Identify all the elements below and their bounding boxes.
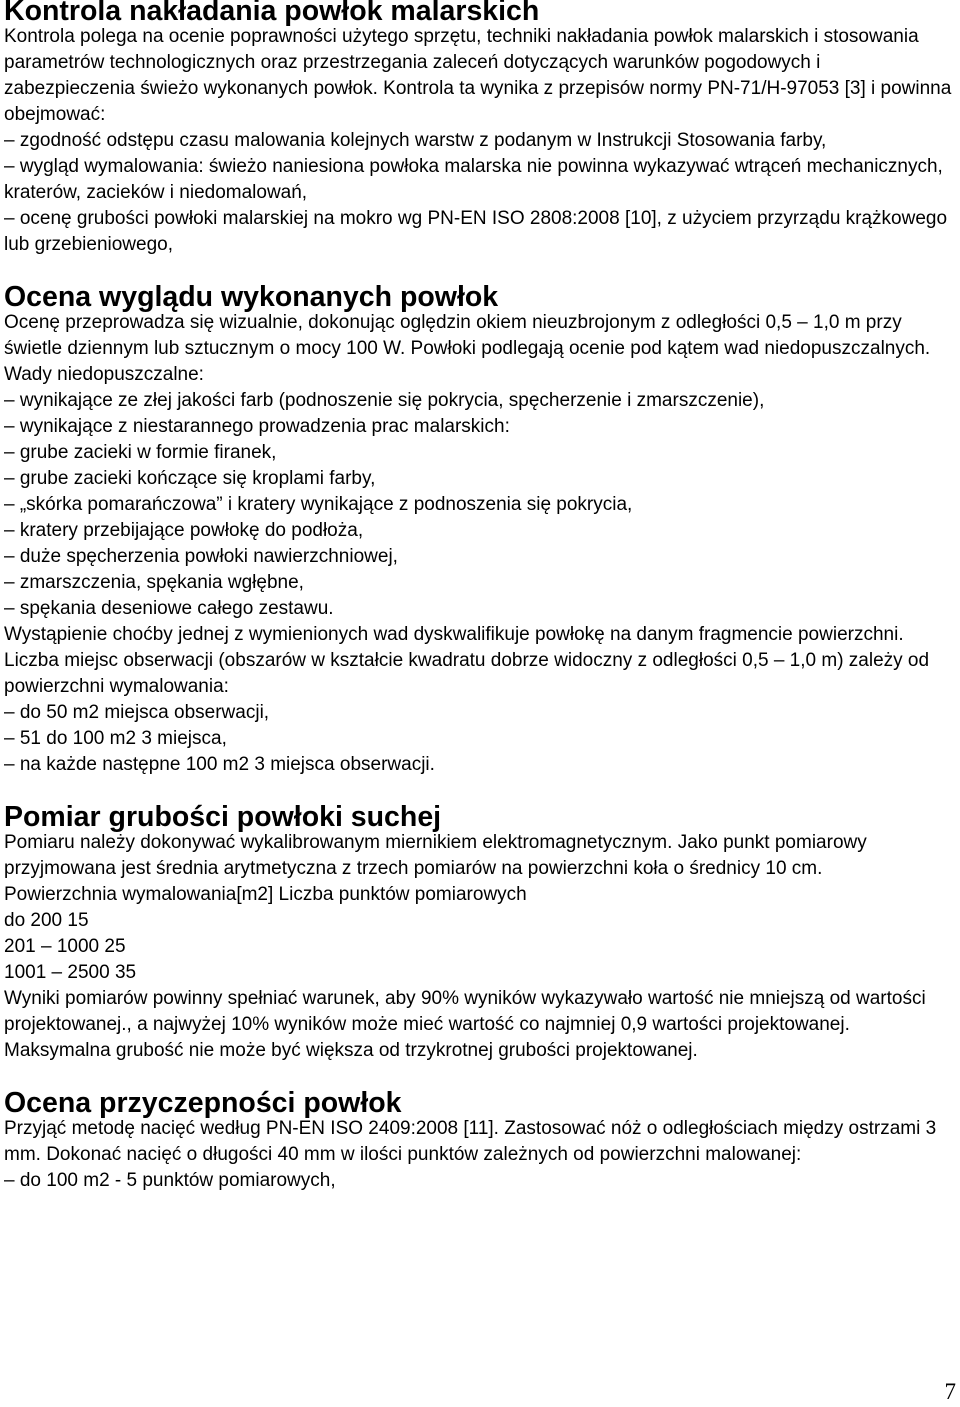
paragraph: Ocenę przeprowadza się wizualnie, dokonując oględzin okiem nieuzbrojonym z odległości 0,5 – 1,0 m przy świetle dziennym lub sztucznym o mocy 100 W. Powłoki podlegają ocenie pod kątem wad niedopuszczalnych. xyxy=(4,312,931,359)
list-item: – do 100 m2 - 5 punktów pomiarowych, xyxy=(4,1170,336,1191)
list-item: – na każde następne 100 m2 3 miejsca obserwacji. xyxy=(4,754,435,775)
document-body xyxy=(4,0,952,1194)
section-dry-thickness xyxy=(4,801,952,1064)
section-adhesion xyxy=(4,1087,952,1194)
list-item: – duże spęcherzenia powłoki nawierzchniowej, xyxy=(4,546,398,567)
table-row: do 200 15 xyxy=(4,910,89,931)
table-row: 201 – 1000 25 xyxy=(4,936,126,957)
paragraph: Kontrola polega na ocenie poprawności użytego sprzętu, techniki nakładania powłok malarskich i stosowania parametrów technologicznych oraz przestrzegania zaleceń dotyczących warunków pogodowych i zabezpieczenia świeżo wykonanych powłok. Kontrola ta wynika z przepisów normy PN-71/H-97053 [3] i powinna obejmować: xyxy=(4,26,952,125)
list-item: – „skórka pomarańczowa” i kratery wynikające z podnoszenia się pokrycia, xyxy=(4,494,633,515)
list-item: – spękania deseniowe całego zestawu. xyxy=(4,598,334,619)
list-item: – 51 do 100 m2 3 miejsca, xyxy=(4,728,227,749)
paragraph: Wyniki pomiarów powinny spełniać warunek, aby 90% wyników wykazywało wartość nie mniejszą od wartości projektowanej., a najwyżej 10% wyników może mieć wartość co najmniej 0,9 wartości projektowanej. Maksymalna grubość nie może być większa od trzykrotnej grubości projektowanej. xyxy=(4,988,926,1061)
list-item: – wygląd wymalowania: świeżo naniesiona powłoka malarska nie powinna wykazywać wtrąceń mechanicznych, kraterów, zacieków i niedomalowań, xyxy=(4,156,943,203)
list-item: – ocenę grubości powłoki malarskiej na mokro wg PN-EN ISO 2808:2008 [10], z użyciem przyrządu krążkowego lub grzebieniowego, xyxy=(4,208,948,255)
table-header-line: Powierzchnia wymalowania[m2] Liczba punktów pomiarowych xyxy=(4,884,527,905)
list-item: – zgodność odstępu czasu malowania kolejnych warstw z podanym w Instrukcji Stosowania farby, xyxy=(4,130,827,151)
list-item: – kratery przebijające powłokę do podłoża, xyxy=(4,520,364,541)
section-coating-appearance xyxy=(4,281,952,778)
list-item: – do 50 m2 miejsca obserwacji, xyxy=(4,702,270,723)
page-number: 7 xyxy=(944,1379,956,1404)
paragraph: Wady niedopuszczalne: xyxy=(4,364,204,385)
list-item: – zmarszczenia, spękania wgłębne, xyxy=(4,572,304,593)
table-row: 1001 – 2500 35 xyxy=(4,962,137,983)
paragraph: Pomiaru należy dokonywać wykalibrowanym miernikiem elektromagnetycznym. Jako punkt pomiarowy przyjmowana jest średnia arytmetyczna z trzech pomiarów na powierzchni koła o średnicy 10 cm. xyxy=(4,832,867,879)
section-heading: Ocena przyczepności powłok xyxy=(4,1087,402,1119)
section-heading: Ocena wyglądu wykonanych powłok xyxy=(4,281,499,313)
paragraph: Wystąpienie choćby jednej z wymienionych wad dyskwalifikuje powłokę na danym fragmencie powierzchni. Liczba miejsc obserwacji (obszarów w kształcie kwadratu dobrze widoczny z odległości 0,5 – 1,0 m) zależy od powierzchni wymalowania: xyxy=(4,624,930,697)
list-item: – grube zacieki w formie firanek, xyxy=(4,442,277,463)
paragraph: Przyjąć metodę nacięć według PN-EN ISO 2409:2008 [11]. Zastosować nóż o odległościach między ostrzami 3 mm. Dokonać nacięć o długości 40 mm w ilości punktów zależnych od powierzchni malowanej: xyxy=(4,1118,937,1165)
section-paint-application-control xyxy=(4,0,952,258)
section-heading: Pomiar grubości powłoki suchej xyxy=(4,801,442,833)
section-heading: Kontrola nakładania powłok malarskich xyxy=(4,0,540,27)
list-item: – wynikające ze złej jakości farb (podnoszenie się pokrycia, spęcherzenie i zmarszczenie), xyxy=(4,390,765,411)
list-item: – wynikające z niestarannego prowadzenia prac malarskich: xyxy=(4,416,510,437)
list-item: – grube zacieki kończące się kroplami farby, xyxy=(4,468,376,489)
